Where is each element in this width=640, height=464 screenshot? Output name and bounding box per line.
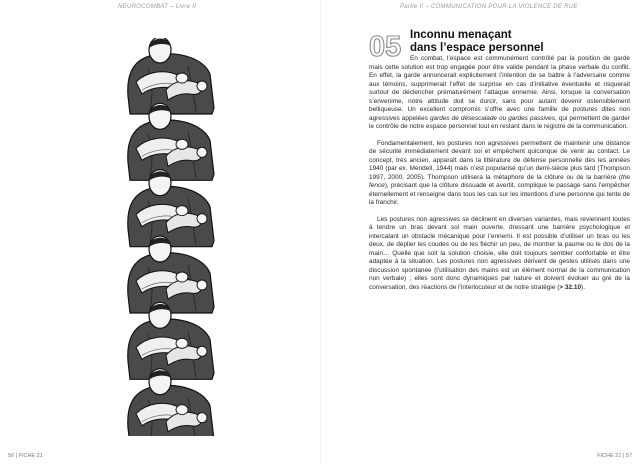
paragraph-2: Fondamentalement, les postures non agressives permettent de maintenir une distance de sécurité immédiatement devant soi et empêchent quiconque de venir au contact. Le concept, très ancien, apparaît dans la littérature de défense personnelle dès les années 1940 (par ex. Mendell, 1944) mais n’est popularisé qu’un demi-siècle plus tard (Thompson 1997, 2000, 2005). Thompson utilisera la métaphore de la clôture ou de la barrière (the fence), précisant que la clôture dissuade et avertit, complique le passage sans l’empêcher éternellement et renseigne dans tous les cas sur les intentions d’une personne qui tente de la franchir.	[369, 139, 630, 206]
section-number-text: 05	[369, 32, 402, 58]
figure-1	[128, 38, 214, 114]
article-body	[369, 55, 630, 292]
running-head-right: Partie II – COMMUNICATION POUR LA VIOLENCE DE RUE	[400, 4, 578, 10]
defensive-postures-illustration	[108, 38, 216, 436]
figure-2	[128, 103, 214, 180]
running-head-left: NEUROCOMBAT – Livre II	[118, 4, 197, 10]
emphasis-gardes: gardes de désescalade ou gardes passives	[429, 114, 555, 122]
section-title-line-1: Inconnu menaçant	[410, 29, 512, 41]
paragraph-3: Les postures non agressives se déclinent en diverses variantes, mais reviennent toutes à tendre un bras devant soi main ouverte, dressant une barrière psychologique et intercalant un obstacle mécanique pour l’ennemi. Il est possible d’utiliser un bras ou les deux, de déplier les coudes ou de les fléchir un peu, de montrer la paume ou le dos de la main… Quelle que soit la solution choisie, elle doit toujours sembler confortable et être adaptée à la situation. Les postures non agressives dérivent de gestes utilisés dans une discussion spontanée (l’utilisation des mains est un élément normal de la communication non verbale) ; elles sont donc dynamiques par nature et doivent évoluer au gré de la conversation, des réactions de l’interlocuteur et de notre stratégie (> 32.10).	[369, 215, 630, 291]
page-number-right: FICHE 21 | 57	[597, 453, 632, 459]
section-title-line-2: dans l’espace personnel	[410, 42, 544, 54]
figure-5	[128, 302, 214, 379]
emphasis-the-fence: the fence	[369, 173, 630, 189]
figure-4	[128, 236, 214, 313]
page-spine	[320, 0, 321, 464]
section-title	[410, 29, 610, 55]
figure-3	[128, 170, 214, 247]
page-number-left: 56 | FICHE 21	[8, 453, 43, 459]
cross-reference: > 32.10	[559, 283, 582, 291]
paragraph-1: En combat, l’espace est communément contrôlé par la position de garde mais cette solution est trop engagée pour être valide pendant la phase verbale du conflit. En effet, la garde annoncerait explicitement l’intention de se battre à l’adversaire comme aux témoins, supprimerait l’effet de surprise en cas d’initiative éventuelle et risquerait surtout de déclencher prématurément l’attaque ennemie. Ainsi, lorsque la conversation s’envenime, notre attitude doit se durcir, sans pour autant devenir ostensiblement belliqueuse. Un excellent compromis s’offre avec une famille de postures dites non agressives appelées gardes de désescalade ou gardes passives, qui permettent de garder le contrôle de notre espace personnel tout en restant dans le registre de la communication.	[369, 55, 631, 130]
